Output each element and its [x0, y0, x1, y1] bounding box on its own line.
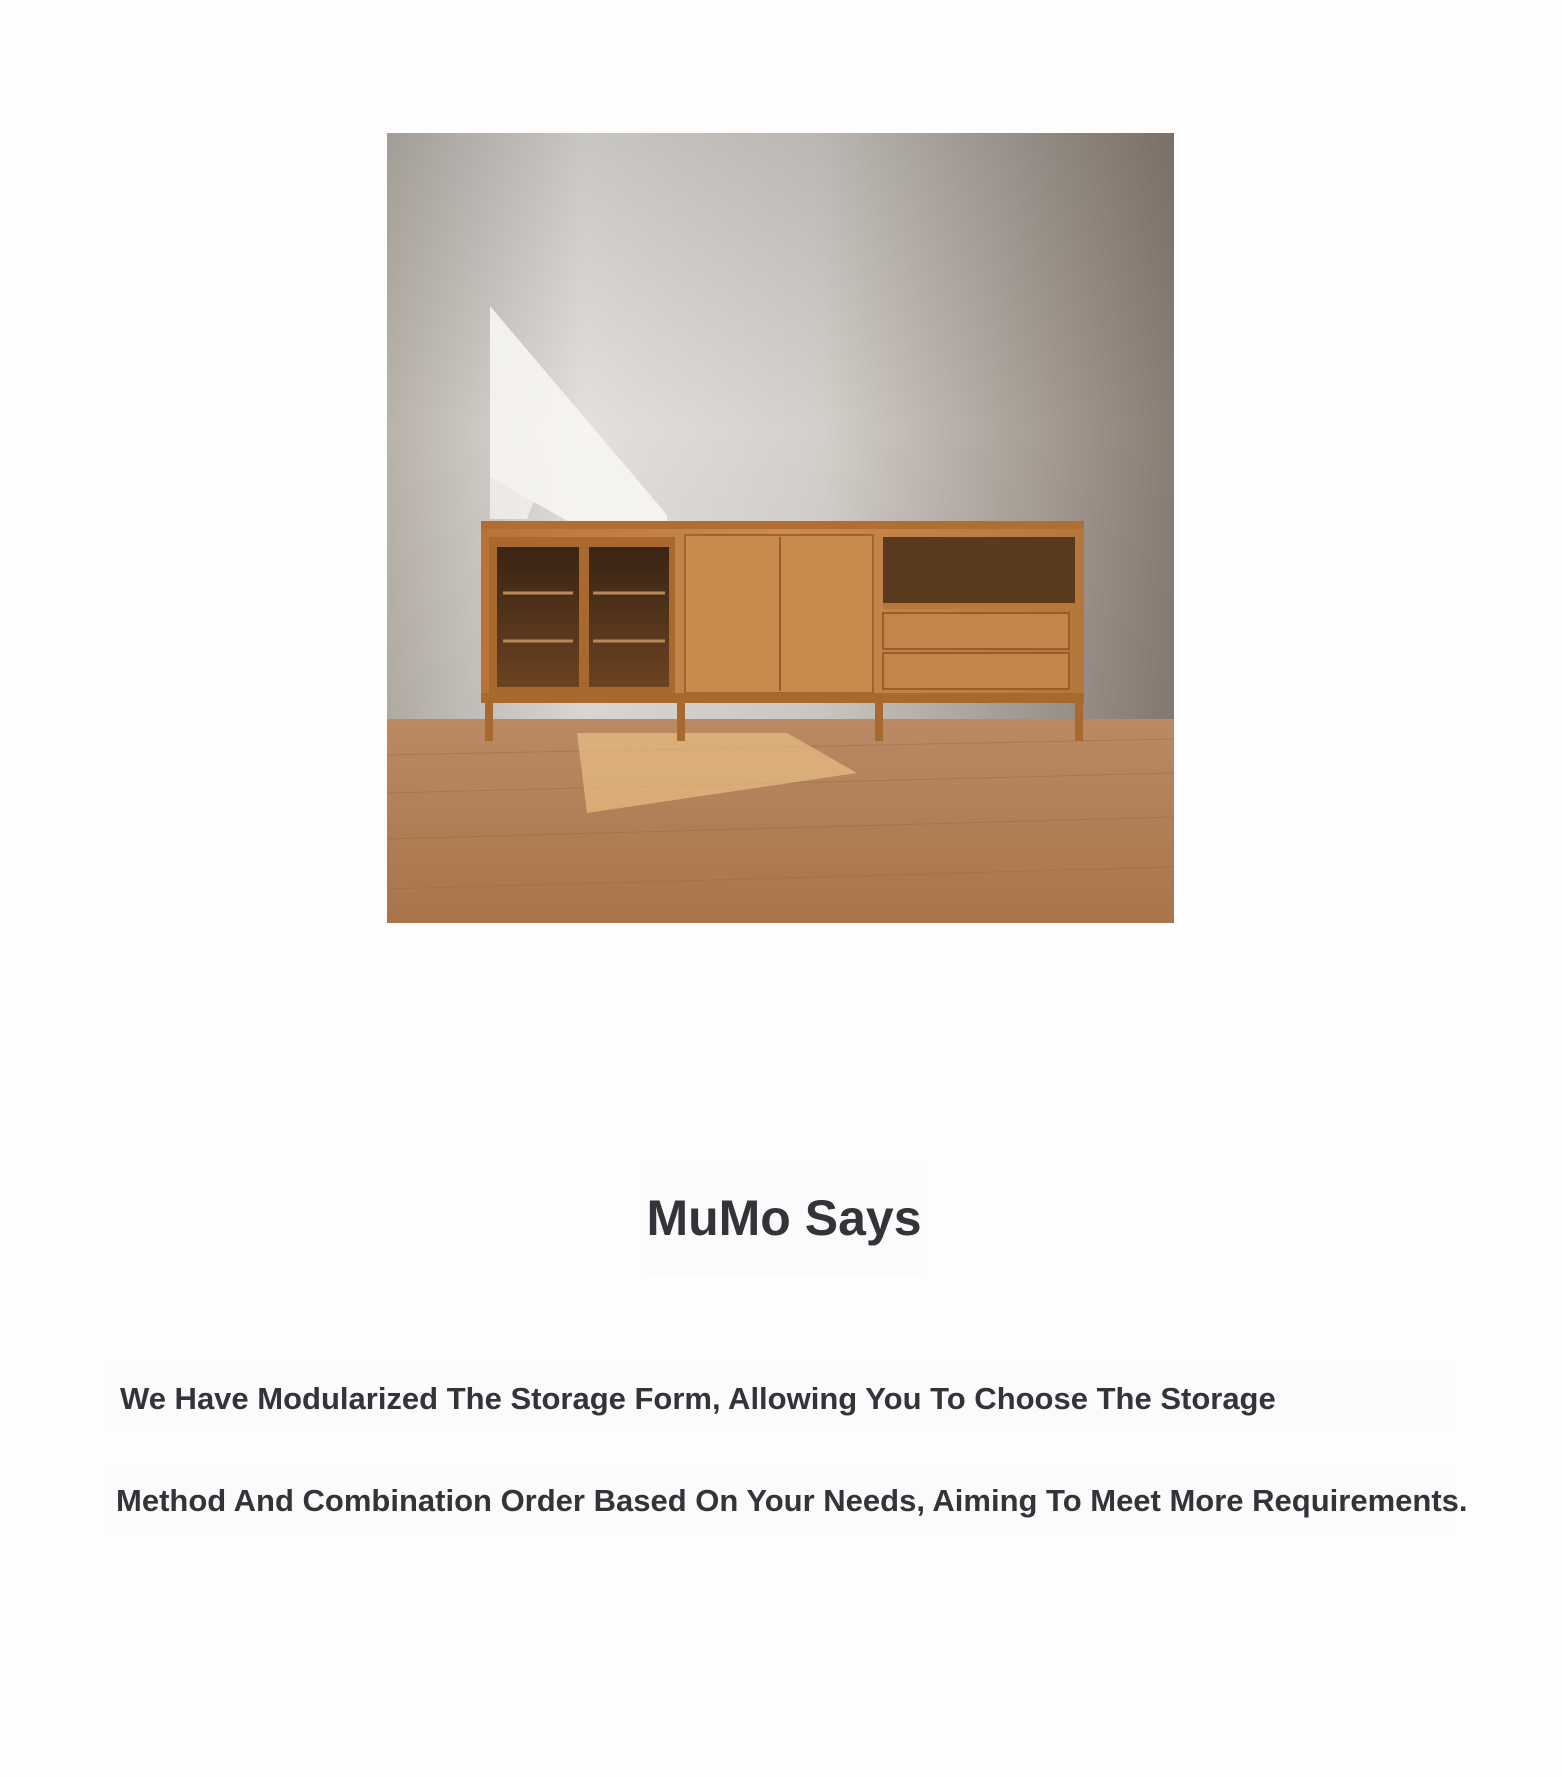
description-line-1: We Have Modularized The Storage Form, Allowing You To Choose The Storage	[120, 1381, 1276, 1416]
description-line-2-container	[106, 1466, 1468, 1536]
hero-image	[387, 133, 1174, 923]
section-title: MuMo Says	[646, 1189, 922, 1246]
sideboard-photo-icon	[387, 133, 1174, 923]
description-line-1-container	[110, 1366, 1450, 1432]
section-title-container	[642, 1160, 926, 1275]
description-line-2: Method And Combination Order Based On Your Needs, Aiming To Meet More Requirements.	[116, 1483, 1468, 1518]
